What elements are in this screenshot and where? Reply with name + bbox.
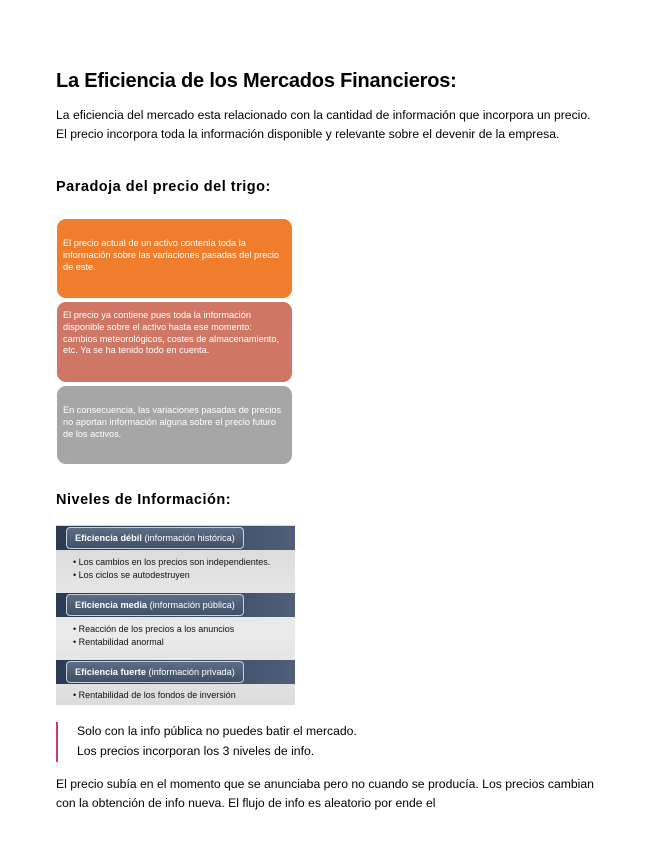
paradox-heading: Paradoja del precio del trigo: bbox=[56, 179, 271, 195]
level-strong-bullet-1: • Rentabilidad de los fondos de inversión bbox=[73, 690, 236, 700]
intro-paragraph: La eficiencia del mercado esta relacionado con la cantidad de información que incorpora un precio. El precio incorpora toda la información disponible y relevante sobre el devenir de la empresa. bbox=[56, 108, 591, 141]
level-medium-bullet-1: • Reacción de los precios a los anuncios bbox=[73, 624, 235, 634]
quote-line-1: Solo con la info pública no puedes batir el mercado. bbox=[77, 724, 357, 738]
level-weak-label: Eficiencia débil (información histórica) bbox=[66, 527, 244, 549]
paradox-box-2: El precio ya contiene pues toda la información disponible sobre el activo hasta ese momento: cambios meteorológicos, costes de almacenamiento, etc. Ya se ha tenido todo en cuenta. bbox=[57, 302, 292, 382]
level-medium-label: Eficiencia media (información pública) bbox=[66, 594, 244, 616]
paradox-box-3: En consecuencia, las variaciones pasadas de precios no aportan información alguna sobre el precio futuro de los activos. bbox=[57, 386, 292, 464]
page-title: La Eficiencia de los Mercados Financieros: bbox=[56, 70, 457, 92]
level-medium-bullet-2: • Rentabilidad anormal bbox=[73, 637, 164, 647]
level-strong-label: Eficiencia fuerte (información privada) bbox=[66, 661, 244, 683]
level-weak-bullet-2: • Los ciclos se autodestruyen bbox=[73, 570, 190, 580]
closing-paragraph: El precio subía en el momento que se anunciaba pero no cuando se producía. Los precios cambian con la obtención de info nueva. El flujo de info es aleatorio por ende el bbox=[56, 777, 594, 810]
blockquote bbox=[56, 722, 357, 762]
paradox-box-1: El precio actual de un activo contenía toda la información sobre las variaciones pasadas del precio de este. bbox=[57, 219, 292, 298]
level-weak-bullet-1: • Los cambios en los precios son independientes. bbox=[73, 557, 271, 567]
quote-line-2: Los precios incorporan los 3 niveles de info. bbox=[77, 743, 315, 758]
levels-heading: Niveles de Información: bbox=[56, 492, 232, 508]
levels-diagram bbox=[56, 525, 295, 705]
